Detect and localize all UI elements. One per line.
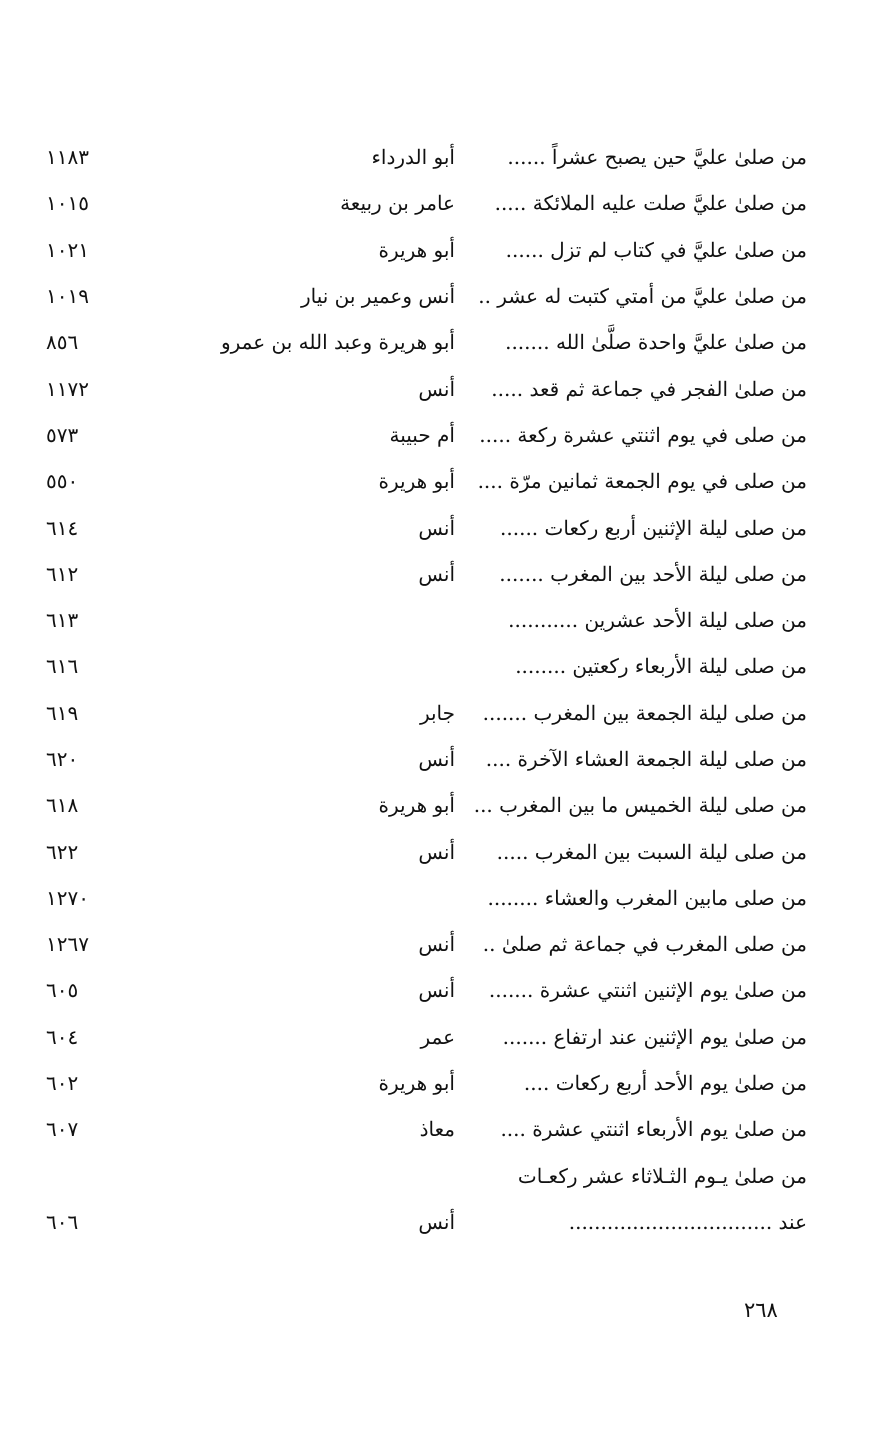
hadith-index-list bbox=[0, 134, 891, 1245]
index-row bbox=[0, 643, 891, 689]
index-row bbox=[0, 551, 891, 597]
hadith-text: من صلىٰ يـوم الثـلاثاء عشر ركعـات bbox=[517, 1163, 807, 1188]
page-reference: ٦٠٢ bbox=[46, 1071, 79, 1096]
page-reference: ٨٥٦ bbox=[46, 330, 79, 355]
narrator-name: أنس bbox=[418, 376, 455, 401]
hadith-text: من صلى ليلة الخميس ما بين المغرب ... bbox=[473, 793, 807, 818]
page-reference: ٦١٨ bbox=[46, 793, 79, 818]
page-reference: ٦٠٥ bbox=[46, 978, 79, 1003]
hadith-text: من صلىٰ عليَّ واحدة صلَّىٰ الله ....... bbox=[505, 330, 807, 355]
hadith-text: من صلى ليلة الأحد عشرين ........... bbox=[508, 608, 807, 633]
page-reference: ٦٠٦ bbox=[46, 1209, 79, 1234]
narrator-name: أبو هريرة bbox=[378, 793, 455, 818]
page-reference: ٦٠٤ bbox=[46, 1024, 79, 1049]
narrator-name: أبو الدرداء bbox=[371, 145, 455, 170]
narrator-name: أنس bbox=[418, 978, 455, 1003]
narrator-name: أبو هريرة bbox=[378, 237, 455, 262]
page-reference: ١٠١٥ bbox=[46, 191, 89, 216]
page-reference: ١١٧٢ bbox=[46, 376, 89, 401]
page-reference: ٦١٩ bbox=[46, 700, 79, 725]
hadith-text: من صلىٰ عليَّ في كتاب لم تزل ...... bbox=[505, 237, 807, 262]
page-reference: ٦١٢ bbox=[46, 561, 79, 586]
narrator-name: أنس bbox=[418, 839, 455, 864]
index-row bbox=[0, 458, 891, 504]
index-row bbox=[0, 690, 891, 736]
page-reference: ٥٧٣ bbox=[46, 422, 79, 447]
index-row bbox=[0, 875, 891, 921]
narrator-name: أنس bbox=[418, 515, 455, 540]
index-row bbox=[0, 828, 891, 874]
page-reference: ١٠١٩ bbox=[46, 284, 89, 309]
page-reference: ١٢٦٧ bbox=[46, 932, 89, 957]
index-row bbox=[0, 1199, 891, 1245]
narrator-name: عمر bbox=[420, 1024, 455, 1049]
hadith-text: من صلى ليلة السبت بين المغرب ..... bbox=[496, 839, 807, 864]
narrator-name: أنس bbox=[418, 561, 455, 586]
page-reference: ٦١٦ bbox=[46, 654, 79, 679]
page-reference: ١٢٧٠ bbox=[46, 885, 89, 910]
hadith-text: من صلى في يوم الجمعة ثمانين مرّة .... bbox=[477, 469, 807, 494]
index-row bbox=[0, 134, 891, 180]
index-row bbox=[0, 782, 891, 828]
narrator-name: أنس bbox=[418, 747, 455, 771]
index-row bbox=[0, 227, 891, 273]
hadith-text: من صلى ليلة الأربعاء ركعتين ........ bbox=[515, 654, 807, 679]
narrator-name: عامر بن ربيعة bbox=[340, 191, 455, 216]
narrator-name: أنس bbox=[418, 1209, 455, 1234]
index-row bbox=[0, 273, 891, 319]
narrator-name: أنس bbox=[418, 932, 455, 957]
hadith-text: من صلىٰ يوم الأحد أربع ركعات .... bbox=[523, 1071, 807, 1096]
hadith-text: من صلىٰ عليَّ من أمتي كتبت له عشر .. bbox=[478, 284, 807, 309]
narrator-name: أم حبيبة bbox=[389, 422, 455, 447]
hadith-text: من صلىٰ يوم الإثنين اثنتي عشرة ....... bbox=[488, 978, 807, 1003]
narrator-name: معاذ bbox=[419, 1117, 455, 1142]
hadith-text: من صلىٰ يوم الأربعاء اثنتي عشرة .... bbox=[500, 1117, 807, 1142]
index-row bbox=[0, 1060, 891, 1106]
page-reference: ٦٢٠ bbox=[46, 747, 79, 771]
hadith-text: من صلى ليلة الأحد بين المغرب ....... bbox=[499, 561, 807, 586]
index-row bbox=[0, 1153, 891, 1199]
index-row bbox=[0, 921, 891, 967]
hadith-text: من صلىٰ عليَّ حين يصبح عشراً ...... bbox=[507, 145, 807, 170]
page-reference: ٥٥٠ bbox=[46, 469, 79, 494]
index-row bbox=[0, 180, 891, 226]
index-row bbox=[0, 736, 891, 782]
index-row bbox=[0, 504, 891, 550]
hadith-text: من صلىٰ الفجر في جماعة ثم قعد ..... bbox=[491, 376, 807, 401]
hadith-text: من صلىٰ يوم الإثنين عند ارتفاع ....... bbox=[502, 1024, 807, 1049]
index-row bbox=[0, 365, 891, 411]
hadith-text: من صلى في يوم اثنتي عشرة ركعة ..... bbox=[479, 422, 807, 447]
hadith-text: من صلى المغرب في جماعة ثم صلىٰ .. bbox=[482, 932, 807, 957]
index-row bbox=[0, 1106, 891, 1152]
narrator-name: جابر bbox=[419, 700, 455, 725]
page-reference: ١١٨٣ bbox=[46, 145, 89, 170]
index-row bbox=[0, 319, 891, 365]
index-row bbox=[0, 597, 891, 643]
index-row bbox=[0, 412, 891, 458]
narrator-name: أبو هريرة bbox=[378, 1071, 455, 1096]
page-reference: ٦٢٢ bbox=[46, 839, 79, 864]
index-row bbox=[0, 967, 891, 1013]
narrator-name: أنس وعمير بن نيار bbox=[300, 284, 455, 309]
hadith-text: عند ................................ bbox=[568, 1209, 807, 1234]
page-reference: ٦١٤ bbox=[46, 515, 79, 540]
page-reference: ٦١٣ bbox=[46, 608, 79, 633]
narrator-name: أبو هريرة وعبد الله بن عمرو bbox=[220, 330, 455, 355]
hadith-text: من صلىٰ عليَّ صلت عليه الملائكة ..... bbox=[494, 191, 807, 216]
page-number: ٢٦٨ bbox=[744, 1298, 778, 1322]
hadith-text: من صلى ليلة الجمعة العشاء الآخرة .... bbox=[485, 747, 807, 771]
hadith-text: من صلى ليلة الجمعة بين المغرب ....... bbox=[482, 700, 807, 725]
hadith-text: من صلى مابين المغرب والعشاء ........ bbox=[487, 885, 807, 910]
page-reference: ٦٠٧ bbox=[46, 1117, 79, 1142]
index-row bbox=[0, 1014, 891, 1060]
narrator-name: أبو هريرة bbox=[378, 469, 455, 494]
hadith-text: من صلى ليلة الإثنين أربع ركعات ...... bbox=[500, 515, 807, 540]
page-reference: ١٠٢١ bbox=[46, 237, 89, 262]
